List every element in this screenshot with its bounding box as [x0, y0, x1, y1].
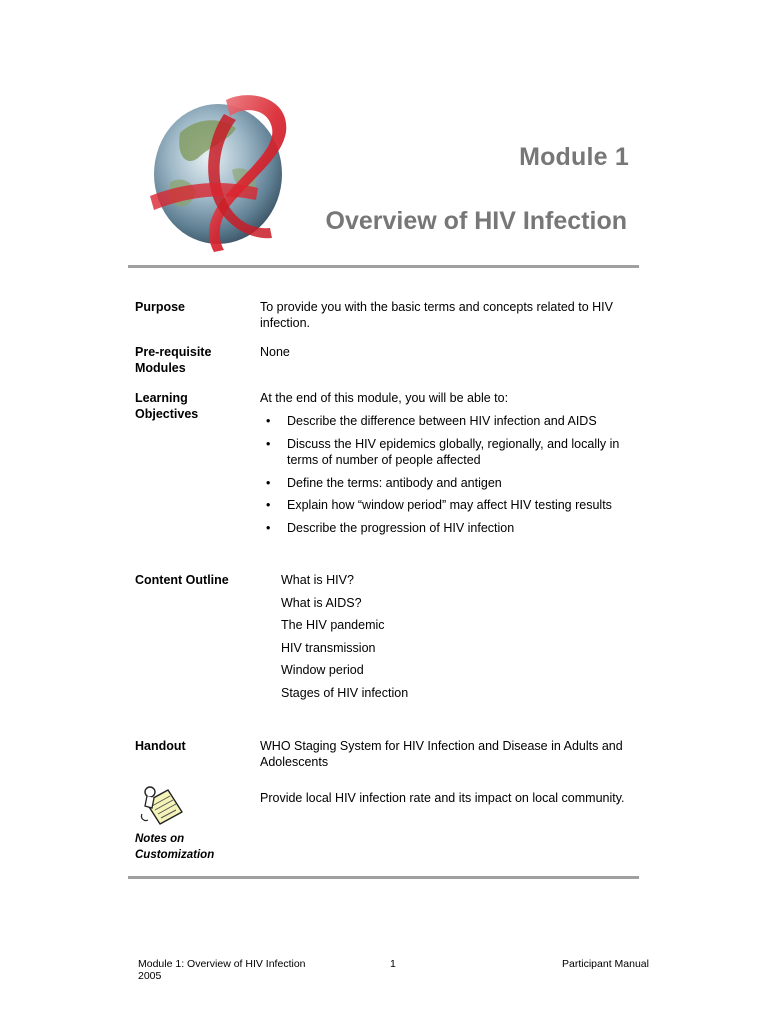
objectives-label	[135, 390, 198, 422]
list-item	[260, 520, 640, 536]
objectives-label-line1: Learning	[135, 391, 188, 405]
bottom-divider	[128, 876, 639, 879]
notes-label	[135, 831, 214, 863]
bullet-glyph: •	[266, 414, 271, 428]
footer-left	[138, 958, 306, 982]
objectives-list	[260, 413, 640, 543]
content-outline-list	[281, 572, 408, 708]
handout-text: WHO Staging System for HIV Infection and Disease in Adults and Adolescents	[260, 739, 623, 769]
list-item	[260, 413, 640, 429]
list-item	[260, 436, 640, 468]
objectives-intro: At the end of this module, you will be able to:	[260, 391, 509, 405]
prerequisite-label-line1: Pre-requisite	[135, 345, 212, 359]
top-divider	[128, 265, 639, 268]
bullet-glyph: •	[266, 436, 271, 451]
objective-text: Discuss the HIV epidemics globally, regionally, and locally in terms of number of people affected	[287, 436, 620, 467]
objective-text: Describe the progression of HIV infection	[287, 521, 515, 536]
list-item	[260, 475, 640, 491]
notes-text: Provide local HIV infection rate and its impact on local community.	[260, 791, 625, 805]
list-item: The HIV pandemic	[281, 618, 385, 633]
module-number-heading: Module 1	[519, 143, 629, 171]
purpose-text: To provide you with the basic terms and concepts related to HIV infection.	[260, 300, 613, 330]
objective-text: Explain how “window period” may affect HIV testing results	[287, 498, 612, 513]
objective-text: Define the terms: antibody and antigen	[287, 475, 502, 490]
prerequisite-label-line2: Modules	[135, 361, 186, 375]
footer-module-title: Module 1: Overview of HIV Infection	[138, 958, 306, 970]
objective-text: Describe the difference between HIV infection and AIDS	[287, 414, 597, 428]
prerequisite-label	[135, 344, 211, 376]
bullet-glyph: •	[266, 475, 271, 490]
list-item: What is AIDS?	[281, 595, 362, 610]
globe-red-ribbon-icon	[140, 88, 300, 254]
module-title-heading: Overview of HIV Infection	[325, 207, 627, 235]
list-item: What is HIV?	[281, 573, 354, 587]
list-item	[260, 497, 640, 513]
list-item: Window period	[281, 663, 364, 678]
notes-label-line2: Customization	[135, 849, 215, 861]
notepad-icon	[138, 784, 186, 826]
handout-label: Handout	[135, 739, 186, 753]
page-number: 1	[390, 958, 396, 970]
prerequisite-text: None	[260, 345, 290, 359]
objectives-label-line2: Objectives	[135, 407, 199, 421]
notes-label-line1: Notes on	[135, 833, 185, 845]
footer-year: 2005	[138, 970, 162, 982]
purpose-label: Purpose	[135, 300, 186, 314]
list-item: HIV transmission	[281, 640, 376, 655]
list-item: Stages of HIV infection	[281, 685, 409, 700]
content-outline-label: Content Outline	[135, 573, 229, 587]
footer-right: Participant Manual	[562, 958, 649, 970]
bullet-glyph: •	[266, 498, 271, 513]
bullet-glyph: •	[266, 521, 271, 536]
